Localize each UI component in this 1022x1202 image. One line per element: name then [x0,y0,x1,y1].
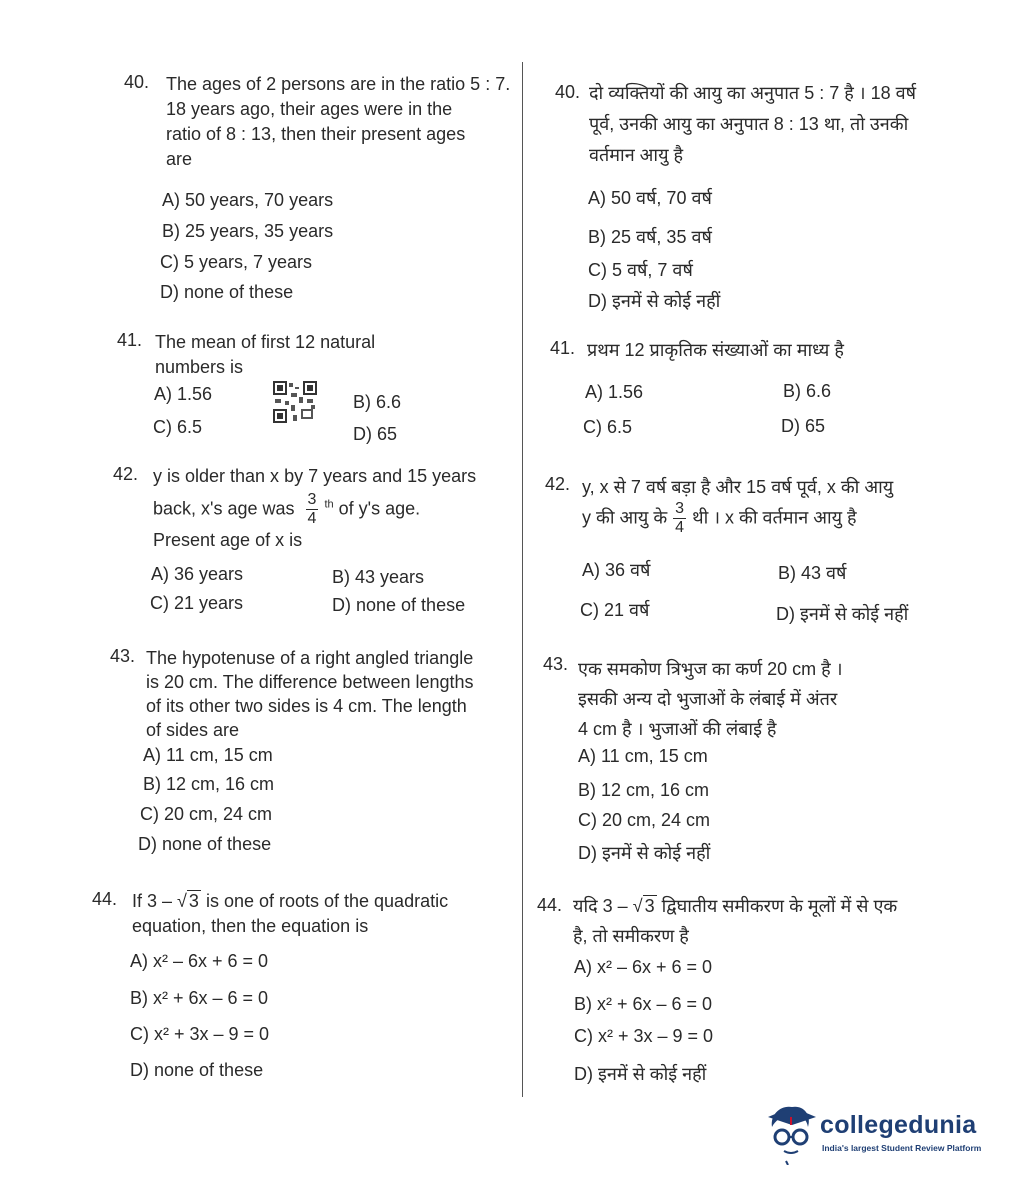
column-divider [522,62,523,1097]
option-b: B) x² + 6x – 6 = 0 [130,988,269,1008]
option-a: A) 1.56 [154,384,213,404]
option-c: C) 5 वर्ष, 7 वर्ष [588,260,693,280]
question-number: 44. [537,895,563,915]
option-d: D) none of these [160,282,294,302]
mascot-icon [762,1099,818,1165]
option-b: B) 43 years [332,567,425,587]
square-root: √ 3 [177,891,199,911]
option-d: D) 65 [353,424,398,444]
option-b: B) 6.6 [783,381,832,401]
option-d: D) इनमें से कोई नहीं [574,1064,707,1084]
option-d: D) none of these [138,834,272,854]
qr-code-icon [273,381,317,423]
square-root: √ 3 [632,896,655,916]
option-c: C) x² + 3x – 9 = 0 [130,1024,270,1044]
option-b: B) 12 cm, 16 cm [143,774,275,794]
question-text: प्रथम 12 प्राकृतिक संख्याओं का माध्य है [587,340,844,360]
option-b: B) 6.6 [353,392,402,412]
option-a: A) 1.56 [585,382,644,402]
collegedunia-logo[interactable] [762,1097,992,1167]
option-c: C) x² + 3x – 9 = 0 [574,1026,714,1046]
question-text: y, x से 7 वर्ष बड़ा है और 15 वर्ष पूर्व, x की आयु y की आयु के $\frac{3}{4}$ थी । x की वर्तमान आयु है [582,477,894,536]
option-c: C) 6.5 [153,417,203,437]
question-text: दो व्यक्तियों की आयु का अनुपात 5 : 7 है । 18 वर्ष पूर्व, उनकी आयु का अनुपात 8 : 13 था, तो उनकी वर्तमान आयु है [589,83,917,165]
option-b: B) 43 वर्ष [778,563,847,583]
option-b: B) 12 cm, 16 cm [578,780,710,800]
question-number: 43. [110,646,136,666]
option-b: B) 25 years, 35 years [162,221,334,241]
option-a: A) x² – 6x + 6 = 0 [574,957,713,977]
question-text: y is older than x by 7 years and 15 years back, x's age was $\frac{3}{4}$ $^{th}$ of y's age. Present age of x is [153,466,477,550]
question-number: 41. [550,338,576,358]
question-number: 40. [124,72,150,92]
option-c: C) 20 cm, 24 cm [140,804,273,824]
option-b: B) 25 वर्ष, 35 वर्ष [588,227,712,247]
question-text: The ages of 2 persons are in the ratio 5 : 7. 18 years ago, their ages were in the ratio of 8 : 13, then their present ages are [166,74,511,169]
question-number: 41. [117,330,143,350]
option-a: A) 50 वर्ष, 70 वर्ष [588,188,712,208]
option-c: C) 6.5 [583,417,633,437]
option-d: D) इनमें से कोई नहीं [588,291,721,311]
question-text: If 3 – √ 3 is one of roots of the quadratic equation, then the equation is [132,891,449,936]
option-c: C) 5 years, 7 years [160,252,313,272]
option-a: A) 36 वर्ष [582,560,651,580]
option-a: A) 11 cm, 15 cm [578,746,708,766]
option-a: A) 50 years, 70 years [162,190,334,210]
question-text: The mean of first 12 natural numbers is [155,332,376,377]
question-text: The hypotenuse of a right angled triangle is 20 cm. The difference between lengths of its other two sides is 4 cm. The length of sides are [146,648,474,740]
option-c: C) 21 वर्ष [580,600,650,620]
question-number: 40. [555,82,581,102]
option-d: D) इनमें से कोई नहीं [776,604,909,624]
option-a: A) x² – 6x + 6 = 0 [130,951,269,971]
question-number: 44. [92,889,118,909]
question-number: 43. [543,654,569,674]
option-a: A) 11 cm, 15 cm [143,745,273,765]
option-a: A) 36 years [151,564,244,584]
option-c: C) 21 years [150,593,244,613]
option-b: B) x² + 6x – 6 = 0 [574,994,713,1014]
question-text: एक समकोण त्रिभुज का कर्ण 20 cm है । इसकी अन्य दो भुजाओं के लंबाई में अंतर 4 cm है । भुजाओं की लंबाई है [578,659,843,739]
option-c: C) 20 cm, 24 cm [578,810,711,830]
option-d: D) इनमें से कोई नहीं [578,843,711,863]
brand-tagline: India's largest Student Review Platform [822,1143,982,1153]
fraction: $\frac{3}{4}$ [675,500,685,536]
question-number: 42. [545,474,571,494]
fraction: $\frac{3}{4}$ [307,491,317,527]
option-d: D) 65 [781,416,826,436]
option-d: D) none of these [130,1060,264,1080]
brand-name: collegedunia [820,1111,977,1139]
option-d: D) none of these [332,595,466,615]
question-number: 42. [113,464,139,484]
question-text: यदि 3 – √ 3 द्विघातीय समीकरण के मूलों में से एक है, तो समीकरण है [573,891,1013,951]
